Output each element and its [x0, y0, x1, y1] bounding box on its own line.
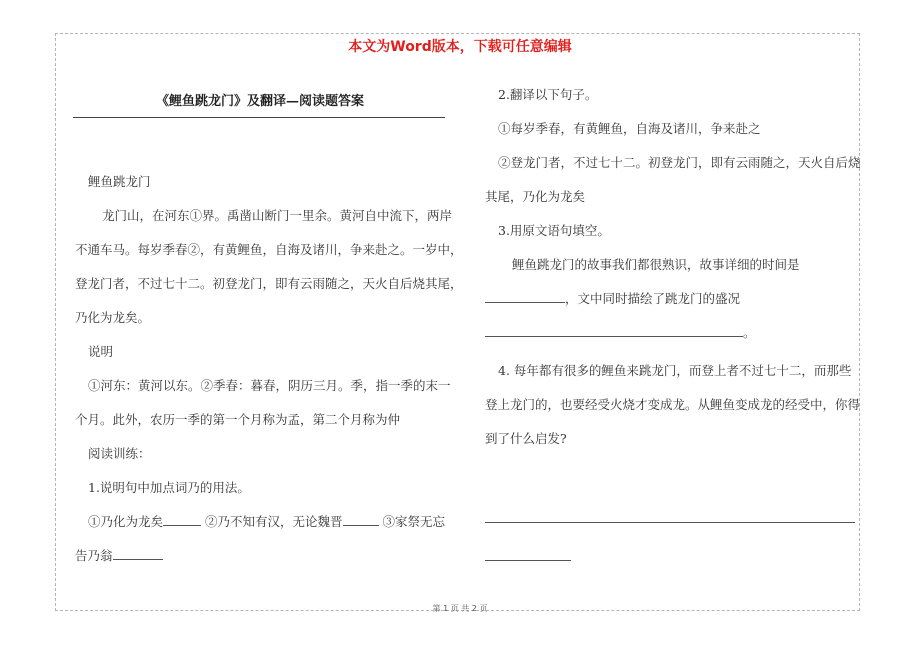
edit-banner: 本文为Word版本，下载可任意编辑	[348, 39, 572, 55]
q3-end-text: 。	[743, 325, 756, 340]
q1-item-b: ②乃不知有汉，无论魏晋	[205, 514, 343, 529]
story-line-4: 乃化为龙矣。	[75, 310, 151, 325]
question-1-items-cont	[75, 539, 455, 573]
answer-line-short[interactable]	[485, 560, 571, 561]
document-title: 《鲤鱼跳龙门》及翻译—阅读题答案	[155, 94, 364, 109]
q1-item-a: ①乃化为龙矣	[88, 514, 164, 529]
left-column	[75, 165, 463, 573]
page-number: 第 1 页 共 2 页	[432, 604, 488, 613]
question-4-line-2: 登上龙门的，也要经受火烧才变成龙。从鲤鱼变成龙的经受中，你得	[485, 397, 861, 412]
answer-blank[interactable]	[343, 511, 379, 526]
right-column	[485, 78, 860, 456]
story-line-1: 龙门山，在河东①界。禹凿山断门一里余。黄河自中流下，两岸	[102, 208, 453, 223]
q3-mid-text: ，文中同时描绘了跳龙门的盛况	[565, 291, 741, 306]
answer-blank[interactable]	[485, 288, 565, 303]
q2-sentence-1: ①每岁季春，有黄鲤鱼，自海及诸川，争来赴之	[498, 121, 761, 136]
q1-item-d: 告乃翁	[75, 548, 113, 563]
q3-blank-line-1	[485, 282, 860, 316]
notes-heading: 说明	[88, 344, 114, 359]
q1-item-c: ③家祭无忘	[382, 514, 446, 529]
answer-blank[interactable]	[163, 511, 201, 526]
exercise-heading: 阅读训练：	[88, 446, 151, 461]
answer-blank[interactable]	[485, 322, 743, 337]
q2-sentence-2b: 其尾，乃化为龙矣	[485, 189, 586, 204]
answer-blank[interactable]	[113, 545, 163, 560]
note-line-1: ①河东：黄河以东。②季春：暮春，阴历三月。季，指一季的末一	[88, 378, 451, 393]
story-line-2: 不通车马。每岁季春②，有黄鲤鱼，自海及诸川，争来赴之。一岁中，	[75, 242, 463, 257]
question-2: 2.翻译以下句子。	[498, 87, 598, 102]
question-4-line-3: 到了什么启发?	[485, 431, 567, 446]
story-heading: 鲤鱼跳龙门	[88, 174, 151, 189]
question-3: 3.用原文语句填空。	[498, 223, 610, 238]
title-divider	[73, 117, 445, 118]
q3-blank-line-2	[485, 316, 860, 350]
answer-line[interactable]	[485, 522, 855, 523]
note-line-2: 个月。此外，农历一季的第一个月称为孟，第二个月称为仲	[75, 412, 401, 427]
q3-text: 鲤鱼跳龙门的故事我们都很熟识，故事详细的时间是	[512, 257, 800, 272]
q2-sentence-2a: ②登龙门者，不过七十二。初登龙门，即有云雨随之，天火自后烧	[498, 155, 861, 170]
story-line-3: 登龙门者，不过七十二。初登龙门，即有云雨随之，天火自后烧其尾，	[75, 276, 463, 291]
question-1: 1.说明句中加点词乃的用法。	[88, 480, 250, 495]
question-1-items	[75, 505, 455, 539]
question-4-line-1: 4. 每年都有很多的鲤鱼来跳龙门，而登上者不过七十二，而那些	[498, 363, 852, 378]
